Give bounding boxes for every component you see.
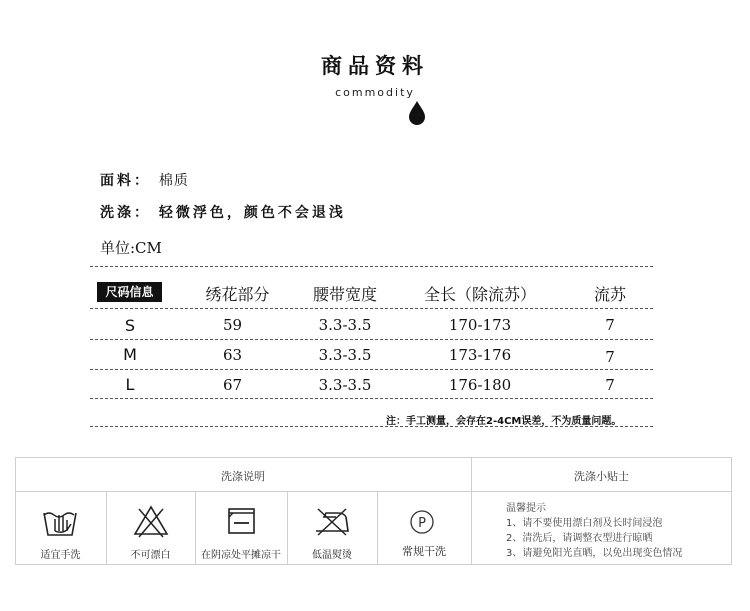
measurement-note: 注：手工测量，会存在2-4CM误差，不为质量问题。: [386, 416, 622, 427]
table-cell: 67: [222, 376, 243, 394]
fabric-row: [100, 170, 189, 190]
table-cell: 63: [222, 346, 243, 364]
wash-row: [100, 202, 346, 222]
svg-text:P: P: [418, 516, 426, 531]
hand-wash-icon: [38, 503, 82, 539]
table-cell: 7: [605, 348, 615, 366]
table-cell: 3.3-3.5: [318, 316, 372, 334]
table-cell: 59: [222, 316, 243, 334]
size-label: M: [123, 345, 137, 364]
table-bottom-rule: [90, 426, 653, 427]
unit-label: 单位:CM: [100, 239, 162, 257]
care-label: 适宜手洗: [40, 550, 81, 561]
wash-label: 洗涤：: [100, 205, 151, 221]
size-label: S: [124, 316, 136, 335]
care-header-divider: [15, 491, 732, 492]
iron-low-icon: [310, 503, 354, 539]
table-cell: 7: [605, 376, 615, 394]
table-cell: 3.3-3.5: [318, 346, 372, 364]
size-label: L: [125, 375, 135, 394]
fabric-label: 面料：: [100, 173, 151, 189]
care-label: 常规干洗: [402, 545, 446, 558]
care-tips-title: 洗涤小贴士: [574, 470, 629, 483]
wash-value: 轻微浮色，颜色不会退浅: [158, 205, 346, 221]
tips-heading: 温馨提示: [506, 503, 546, 514]
table-rule: [90, 369, 653, 370]
tip-item: 3、请避免阳光直晒，以免出现变色情况: [506, 548, 683, 559]
table-cell: 170-173: [448, 316, 512, 334]
table-top-rule: [90, 266, 653, 267]
table-rule: [90, 308, 653, 309]
dry-flat-shade-icon: [219, 503, 263, 539]
table-rule: [90, 339, 653, 340]
size-info-tag: 尺码信息: [97, 282, 162, 302]
column-header-length: 全长（除流苏）: [423, 285, 536, 304]
table-cell: 3.3-3.5: [318, 376, 372, 394]
column-header-belt-width: 腰带宽度: [312, 285, 377, 304]
table-cell: 176-180: [448, 376, 512, 394]
dry-clean-icon: [400, 505, 444, 541]
water-drop-icon: [407, 99, 427, 125]
table-cell: 7: [605, 316, 615, 334]
care-instructions-title: 洗涤说明: [221, 470, 265, 483]
column-header-tassel: 流苏: [593, 285, 626, 304]
tip-item: 1、请不要使用漂白剂及长时间浸泡: [506, 518, 663, 529]
no-bleach-icon: [129, 503, 173, 539]
fabric-value: 棉质: [158, 173, 189, 189]
table-rule: [90, 398, 653, 399]
column-header-embroidery: 绣花部分: [205, 285, 270, 304]
care-label: 在阴凉处平摊凉干: [201, 550, 281, 561]
tip-item: 2、清洗后，请调整衣型进行晾晒: [506, 533, 653, 544]
page-subtitle: commodity: [335, 86, 415, 99]
table-cell: 173-176: [448, 346, 512, 364]
care-label: 不可漂白: [130, 550, 171, 561]
care-label: 低温熨烫: [312, 550, 352, 561]
page-title: 商品资料: [321, 54, 429, 78]
